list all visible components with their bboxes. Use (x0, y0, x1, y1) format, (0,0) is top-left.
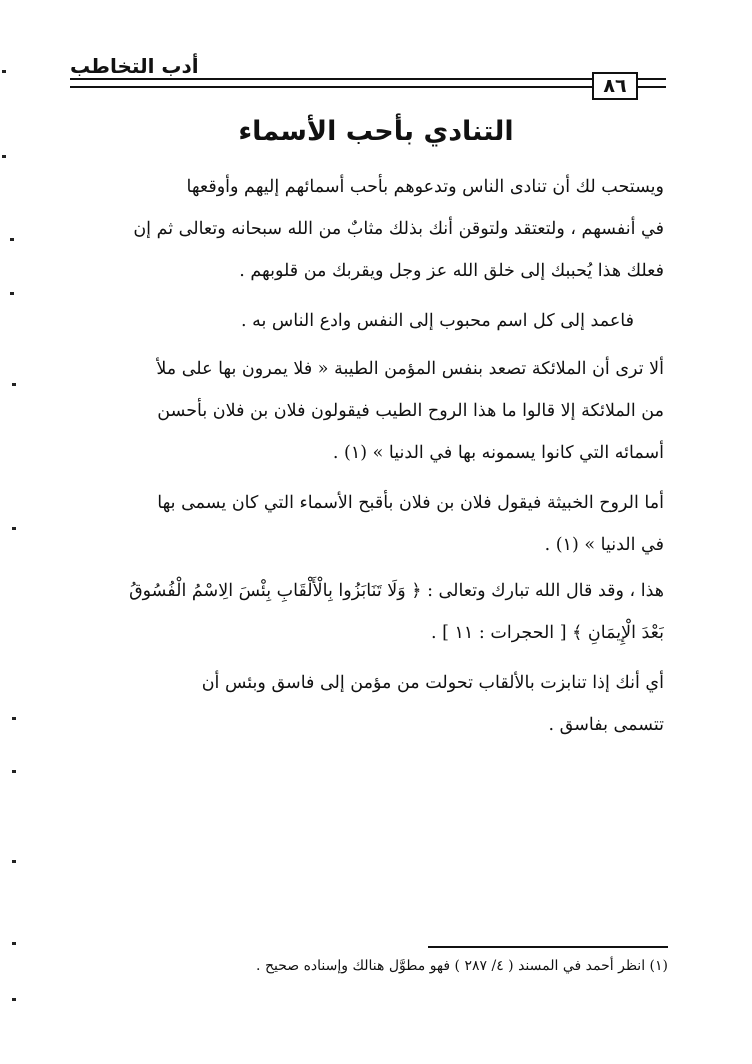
paragraph-3 (72, 348, 664, 474)
paragraph-line: هذا ، وقد قال الله تبارك وتعالى : ﴿ وَلَا تَنَابَزُوا بِالْأَلْقَابِ بِئْسَ الِاسْمُ الْفُسُوقُ (129, 581, 664, 601)
paragraph-line: ويستحب لك أن تنادى الناس وتدعوهم بأحب أسمائهم إليهم وأوقعها (186, 177, 664, 197)
paragraph-line: فعلك هذا يُحببك إلى خلق الله عز وجل ويقربك من قلوبهم . (239, 261, 664, 281)
scan-mark (10, 238, 14, 241)
section-heading: التنادي بأحب الأسماء (238, 116, 514, 147)
paragraph-6 (72, 662, 664, 746)
paragraph-line: ألا ترى أن الملائكة تصعد بنفس المؤمن الطيبة « فلا يمرون بها على ملأ (156, 359, 664, 379)
header-rule-right-bottom (634, 86, 666, 88)
scan-mark (12, 770, 16, 773)
header-rule-top (70, 78, 592, 80)
paragraph-1 (72, 166, 664, 292)
scan-mark (12, 383, 16, 386)
paragraph-5 (72, 570, 664, 654)
running-header-title: أدب التخاطب (70, 54, 199, 78)
paragraph-line: أسمائه التي كانوا يسمونه بها في الدنيا » (١) . (332, 443, 664, 463)
paragraph-line: بَعْدَ الْإِيمَانِ ﴾ [ الحجرات : ١١ ] . (431, 623, 664, 643)
paragraph-line: أي أنك إذا تنابزت بالألقاب تحولت من مؤمن إلى فاسق وبئس أن (201, 673, 664, 693)
paragraph-2 (72, 300, 664, 342)
paragraph-line: في الدنيا » (١) . (544, 535, 664, 555)
scan-mark (2, 70, 6, 73)
paragraph-line: في أنفسهم ، ولتعتقد ولتوقن أنك بذلك مثابٌ من الله سبحانه وتعالى ثم إن (133, 219, 664, 239)
page-number: ٨٦ (592, 72, 638, 100)
paragraph-line: من الملائكة إلا قالوا ما هذا الروح الطيب فيقولون فلان بن فلان بأحسن (157, 401, 664, 421)
paragraph-4 (72, 482, 664, 566)
scan-mark (12, 860, 16, 863)
scan-mark (10, 292, 14, 295)
scan-mark (12, 998, 16, 1001)
scan-mark (12, 942, 16, 945)
footnote-rule (428, 946, 668, 948)
header-rule-right-top (634, 78, 666, 80)
paragraph-line: تتسمى بفاسق . (548, 715, 664, 735)
footnote: (١) انظر أحمد في المسند ( ٤/ ٢٨٧ ) فهو مطوَّل هنالك وإسناده صحيح . (256, 958, 668, 974)
scan-mark (12, 717, 16, 720)
header-rule-bottom (70, 86, 592, 88)
paragraph-line: فاعمد إلى كل اسم محبوب إلى النفس وادع الناس به . (240, 311, 634, 331)
scan-mark (2, 155, 6, 158)
paragraph-line: أما الروح الخبيثة فيقول فلان بن فلان بأقبح الأسماء التي كان يسمى بها (157, 493, 664, 513)
scan-mark (12, 527, 16, 530)
